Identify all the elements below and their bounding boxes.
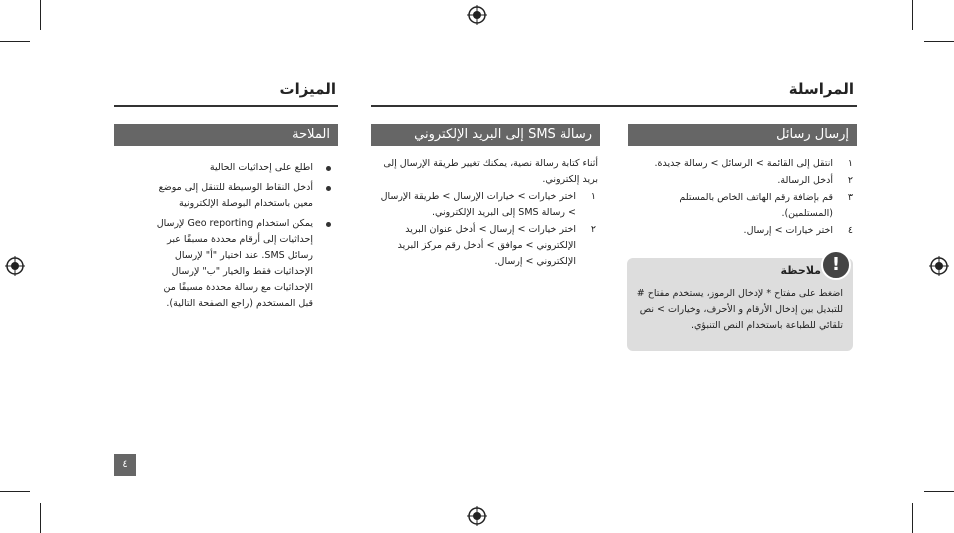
intro-text: أثناء كتابة رسالة نصية، يمكنك تغيير طريقة الإرسال إلى بريد إلكتروني. (383, 158, 598, 185)
registration-mark-icon (467, 5, 487, 25)
column-title-navigation: الملاحة (114, 124, 338, 146)
column-title-send-messages: إرسال رسائل (628, 124, 857, 146)
header-divider (114, 105, 338, 107)
list-item: يمكن استخدام Geo reporting لإرسال إحداثيات إلى أرقام محددة مسبقًا عبر رسائل SMS. عند اختيار "أ" لإرسال الإحداثيات فقط والخيار "ب" لإرسال الإحداثيات مع رسالة محددة مسبقًا من قبل المستخدم (راجع الصفحة التالية). (150, 216, 335, 312)
crop-mark (40, 0, 41, 30)
list-item: ٣ قم بإضافة رقم الهاتف الخاص بالمستلم (المستلمين). (679, 192, 853, 219)
note-title: ملاحظة (780, 264, 821, 277)
sms-to-email-content (376, 156, 598, 271)
page-number: ٤ (114, 454, 136, 476)
registration-mark-icon (467, 506, 487, 526)
header-divider (371, 105, 857, 107)
exclamation-icon: ! (821, 250, 851, 280)
list-item: ٢ أدخل الرسالة. (777, 175, 853, 186)
list-item: ٤ اختر خيارات > إرسال. (743, 225, 853, 236)
list-item: أدخل النقاط الوسيطة للتنقل إلى موضع معين باستخدام البوصلة الإلكترونية (150, 180, 335, 212)
note-body: اضغط على مفتاح * لإدخال الرموز، يستخدم مفتاح # للتبديل بين إدخال الأرقام و الأحرف، وخيارات > نص تلقائي للطباعة باستخدام النص التنبؤي. (636, 288, 843, 331)
list-item: اطلع على إحداثيات الحالية (150, 160, 335, 176)
crop-mark (912, 503, 913, 533)
list-item: ٢ اختر خيارات > إرسال > أدخل عنوان البريد الإلكتروني > موافق > أدخل رقم مركز البريد الإلكتروني > إرسال. (397, 224, 596, 267)
crop-mark (40, 503, 41, 533)
registration-mark-icon (5, 256, 25, 276)
note-box (627, 254, 853, 351)
section-title-features: الميزات (279, 80, 336, 98)
registration-mark-icon (929, 256, 949, 276)
send-messages-steps (630, 156, 855, 240)
list-item: ١ انتقل إلى القائمة > الرسائل > رسالة جديدة. (654, 158, 853, 169)
crop-mark (0, 41, 30, 42)
crop-mark (924, 491, 954, 492)
section-title-messaging: المراسلة (788, 80, 854, 98)
navigation-bullets (150, 160, 335, 313)
crop-mark (0, 491, 30, 492)
crop-mark (912, 0, 913, 30)
crop-mark (924, 41, 954, 42)
column-title-sms-to-email: رسالة SMS إلى البريد الإلكتروني (371, 124, 600, 146)
list-item: ١ اختر خيارات > خيارات الإرسال > طريقة الإرسال > رسالة SMS إلى البريد الإلكتروني. (380, 191, 596, 218)
